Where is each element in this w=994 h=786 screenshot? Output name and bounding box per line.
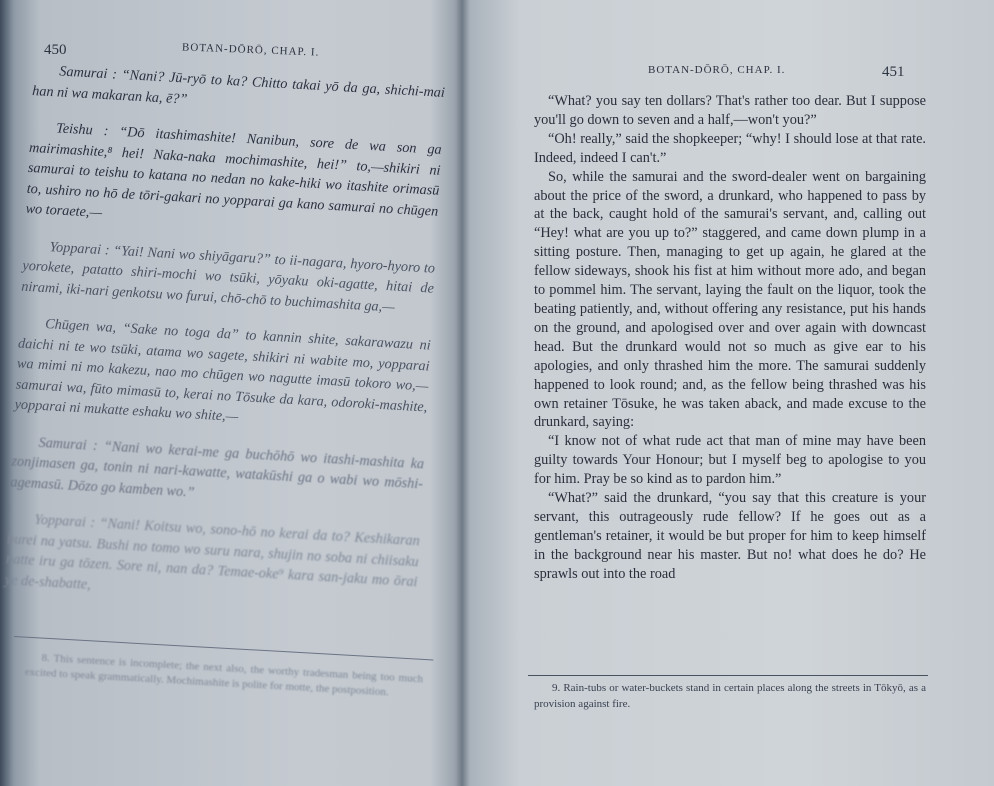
right-page-text xyxy=(534,92,926,584)
running-head: BOTAN-DŌRŌ, CHAP. I. xyxy=(648,64,786,76)
running-head: BOTAN-DŌRŌ, CHAP. I. xyxy=(181,41,320,59)
paragraph: Yopparai : “Nani! Koitsu wo, sono-hō no kerai da to? Keshikaran burei na yatsu. Bushi no tomo wo suru nara, shujin no soba ni chiisaku natte iru ga tōzen. Sore ni, nan da? Temae-oke⁹ kara san-jaku mo ōrai ye de-shabatte, xyxy=(4,511,421,593)
paragraph: “What? you say ten dollars? That's rather too dear. But I suppose you'll go down to seven and a half,—won't you?” xyxy=(534,93,926,128)
footnote: 8. This sentence is incomplete; the next also, the worthy tradesman being too much excited to speak grammatically. Mochimashite is polite for motte, the postposition. xyxy=(24,651,424,699)
left-page-text xyxy=(3,60,445,629)
paragraph: “What?” said the drunkard, “you say that this creature is your servant, this outrageously rude fellow? If he goes out as a gentleman's retainer, it would be but proper for him to keep himself in the background near his master. But no! what does he do? He sprawls out into the road xyxy=(534,490,926,582)
paragraph: Chūgen wa, “Sake no toga da” to kannin shite, sakarawazu ni daichi ni te wo tsūki, atama wo sagete, shikiri ni wabite mo, yopparai wa mimi ni mo kakezu, nao mo chūgen wo nagutte imasū tokoro wo,—samurai wa, fūto mimasū to, kerai no Tōsuke da kara, odoroki-mashite, yopparai ni mukatte eshaku wo shite,— xyxy=(14,316,432,425)
paragraph: So, while the samurai and the sword-dealer went on bargaining about the price of the sword, a drunkard, who happened to pass by at the back, caught hold of the samurai's servant, and, calling out “Hey! what are you up to?” staggered, and came down plump in a sitting posture. Then, managing to get up again, he glared at the fellow sideways, shook his fist at him without more ado, and began to pommel him. The servant, laying the fault on the liquor, took the beating patiently, and, without offering any resistance, put his hands on the ground, and apologised over and over again with downcast head. But the drunkard would not so much as give ear to his apologies, and only thrashed him the more. The samurai suddenly happened to look round; and, as the fellow being thrashed was his own retainer Tōsuke, he was taken aback, and made excuse to the drunkard, saying: xyxy=(534,168,926,431)
paragraph: Samurai : “Nani wo kerai-me ga buchōhō wo itashi-mashita ka zonjimasen ga, tonin ni nari-kawatte, watakūshi ga o wabi wo mōshi-agemasū. Dōzo go kamben wo.” xyxy=(9,434,425,501)
left-page xyxy=(0,0,458,786)
page-number: 451 xyxy=(882,64,905,80)
page-number: 450 xyxy=(44,42,67,58)
paragraph: Samurai : “Nani? Jū-ryō to ka? Chitto takai yō da ga, shichi-mai han ni wa makaran ka, ē?” xyxy=(31,63,446,108)
paragraph: Yopparai : “Yai! Nani wo shiyāgaru?” to ii-nagara, hyoro-hyoro to yorokete, patatto shiri-mochi wo tsūki, yōyaku oki-agatte, hitai de nirami, iki-nari genkotsu wo furui, chō-chō to buchimashita ga,— xyxy=(20,238,436,316)
paragraph: Teishu : “Dō itashimashite! Nanibun, sore de wa son ga mairimashite,⁸ hei! Naka-naka mochimashite, hei!” to,—shikiri ni samurai to teishu to katana no nedan no kake-hiki wo itashite orimasū to, ushiro no hō de tōri-gakari no yopparai ga kano samurai no chūgen wo toraete,— xyxy=(25,120,443,222)
paragraph: “I know not of what rude act that man of mine may have been guilty towards Your Honour; but I myself beg to apologise to you for him. Pray be so kind as to pardon him.” xyxy=(534,433,926,488)
right-page xyxy=(464,0,994,786)
footnote: 9. Rain-tubs or water-buckets stand in certain places along the streets in Tōkyō, as a provision against fire. xyxy=(534,682,926,710)
paragraph: “Oh! really,” said the shopkeeper; “why! I should lose at that rate. Indeed, indeed I can't.” xyxy=(534,130,926,166)
footnote-rule xyxy=(528,675,928,676)
